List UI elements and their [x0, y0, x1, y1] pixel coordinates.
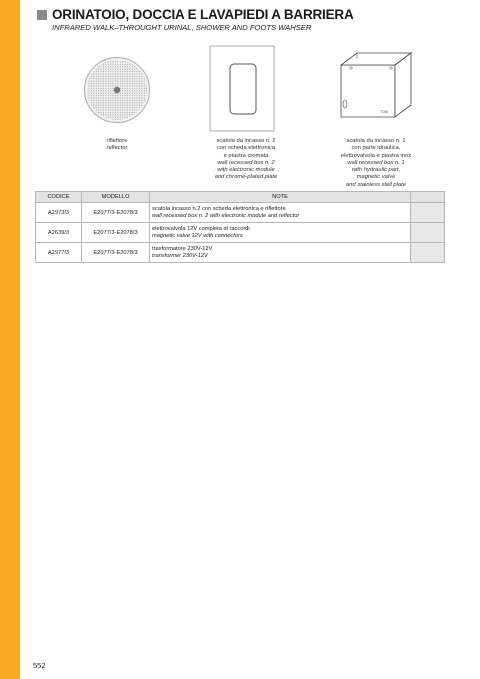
price-cell: [411, 223, 445, 243]
modello-cell: E2077/3-E2078/3: [82, 223, 150, 243]
recessed-box-2-icon: [209, 45, 275, 132]
codice-cell: A2639/3: [36, 223, 82, 243]
table-header-row: [36, 192, 445, 203]
header-blank: [411, 192, 445, 203]
reflector-icon: [83, 56, 151, 124]
note-cell: scatola incasso n.2 con scheda elettronica e riflettore wall recessed box n. 2 with electronic module and reflector: [150, 203, 411, 223]
header-note: NOTE: [150, 192, 411, 203]
price-cell: [411, 243, 445, 263]
recessed-box-1-icon: [335, 47, 415, 123]
note-cell: trasformatore 230V-12V transformer 230V-12V: [150, 243, 411, 263]
header-modello: MODELLO: [82, 192, 150, 203]
table-row: [36, 223, 445, 243]
price-cell: [411, 203, 445, 223]
reflector-caption: riflettore reflector: [106, 138, 128, 152]
page-number: 552: [33, 661, 46, 670]
note-cell: elettrovalvola 12V completa di raccordi magnetic valve 12V with connectors: [150, 223, 411, 243]
header-codice: CODICE: [36, 192, 82, 203]
modello-cell: E2077/3-E2078/3: [82, 243, 150, 263]
table-row: [36, 243, 445, 263]
table-row: [36, 203, 445, 223]
codice-cell: A2977/3: [36, 243, 82, 263]
spec-table: [35, 191, 445, 263]
page-subtitle: INFRARED WALK–THROUGHT URINAL, SHOWER AND FOOTS WAHSER: [52, 23, 312, 32]
recessed-box-2-caption: scatola da incasso n. 2 con scheda elettronica e piastra cromata wall recessed box n. 2 with electronic module and chrome-plated plate: [214, 138, 278, 181]
codice-cell: A2973/3: [36, 203, 82, 223]
page-title: ORINATOIO, DOCCIA E LAVAPIEDI A BARRIERA: [52, 7, 354, 22]
side-color-bar: [0, 0, 20, 679]
modello-cell: E2077/3-E2078/3: [82, 203, 150, 223]
recessed-box-1-caption: scatola da incasso n. 1 con parte idraulica, elettrovalvola e piastra inox wall recessed box n. 1 with hydraulic part, magnetic valve and stainless stell plate: [340, 138, 412, 188]
title-bullet-square: [37, 10, 47, 20]
box-brand-label: TOM: [380, 110, 388, 114]
